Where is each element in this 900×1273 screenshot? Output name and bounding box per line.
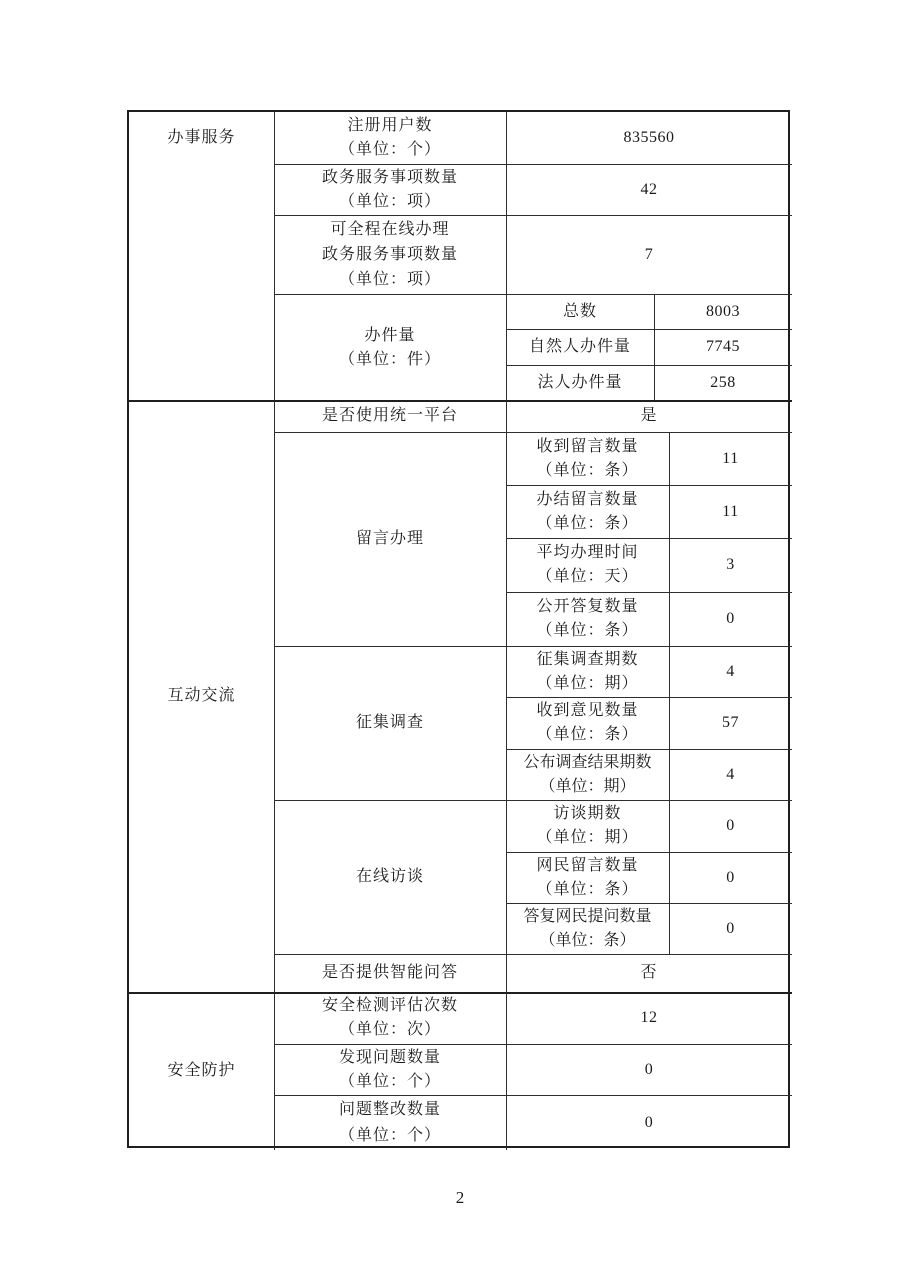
item-value: 0: [644, 1060, 654, 1078]
item-label-cell: [274, 992, 506, 1044]
sub-value-cell: [669, 485, 792, 538]
item-label: 办件量: [364, 327, 416, 344]
item-value: 42: [640, 180, 658, 198]
item-label: 在线访谈: [355, 868, 424, 885]
item-label: 征集调查: [355, 714, 424, 731]
sub-value: 0: [726, 868, 735, 886]
category-label: 互动交流: [167, 687, 236, 704]
value-cell: [506, 112, 792, 164]
sub-value-cell: [669, 852, 792, 903]
sub-unit: （单位：天）: [536, 568, 639, 585]
item-value: 835560: [623, 129, 675, 146]
item-label-cell: [274, 646, 506, 800]
item-unit: （单位：个）: [338, 141, 441, 158]
value-cell: [506, 1095, 792, 1150]
value-cell: [506, 400, 792, 432]
sub-label-cell: [506, 538, 669, 592]
sub-label: 法人办件量: [537, 373, 623, 391]
item-label: 留言办理: [355, 530, 424, 547]
sub-label-cell: [506, 749, 669, 800]
item-value: 否: [640, 964, 658, 981]
item-label: 发现问题数量: [338, 1048, 441, 1066]
item-label-cell: [274, 954, 506, 992]
sub-value: 11: [722, 449, 739, 467]
item-label-cell: [274, 112, 506, 164]
sub-value: 57: [722, 714, 739, 731]
sub-unit: （单位：期）: [536, 829, 639, 846]
sub-label-cell: [506, 646, 669, 697]
sub-value-cell: [669, 646, 792, 697]
sub-value-cell: [669, 432, 792, 485]
value-cell: [506, 954, 792, 992]
sub-unit: （单位：条）: [536, 726, 639, 743]
page-number: 2: [455, 1188, 465, 1207]
category-cell-anquan: [129, 992, 274, 1150]
sub-label-cell: [506, 800, 669, 852]
sub-label-cell: [506, 852, 669, 903]
sub-label: 征集调查期数: [536, 650, 639, 668]
value-cell: [506, 164, 792, 215]
sub-label: 自然人办件量: [528, 338, 631, 355]
value-cell: [506, 1044, 792, 1095]
item-unit: （单位：项）: [338, 271, 441, 288]
item-value: 是: [640, 407, 658, 424]
sub-label-cell: [506, 903, 669, 954]
item-label-cell: [274, 1095, 506, 1150]
item-label-cell: [274, 164, 506, 215]
item-label: 可全程在线办理: [330, 221, 450, 238]
sub-label-cell: [506, 592, 669, 646]
sub-unit: （单位：期）: [539, 777, 636, 795]
item-unit: （单位：件）: [338, 351, 441, 368]
sub-value: 8003: [706, 302, 740, 320]
item-label-cell: [274, 294, 506, 402]
sub-value: 11: [722, 502, 739, 520]
sub-label: 答复网民提问数量: [523, 907, 652, 925]
item-label: 问题整改数量: [338, 1100, 441, 1118]
sub-label: 网民留言数量: [536, 856, 639, 874]
sub-value-cell: [669, 749, 792, 800]
sub-label: 收到意见数量: [536, 702, 639, 719]
item-label: 是否提供智能问答: [321, 964, 458, 981]
sub-label: 公布调查结果期数: [523, 753, 652, 771]
item-label-cell: [274, 432, 506, 646]
sub-value-cell: [669, 592, 792, 646]
value-cell: [506, 992, 792, 1044]
sub-unit: （单位：条）: [536, 622, 639, 639]
sub-value-cell: [669, 538, 792, 592]
sub-label-cell: [506, 432, 669, 485]
sub-value-cell: [654, 294, 792, 329]
sub-value: 4: [726, 765, 735, 783]
item-label-cell: [274, 400, 506, 432]
sub-unit: （单位：条）: [536, 461, 639, 479]
sub-value: 7745: [706, 338, 740, 355]
item-unit: （单位：次）: [338, 1021, 441, 1038]
sub-value-cell: [654, 329, 792, 365]
sub-label: 平均办理时间: [536, 544, 639, 561]
item-label: 政务服务事项数量: [321, 168, 458, 186]
sub-label-cell: [506, 697, 669, 749]
sub-value-cell: [669, 697, 792, 749]
sub-label-cell: [506, 294, 654, 329]
item-label: 注册用户数: [347, 117, 433, 134]
sub-label: 访谈期数: [553, 805, 622, 822]
item-label: 安全检测评估次数: [321, 997, 458, 1014]
item-value: 12: [640, 1009, 658, 1026]
sub-value-cell: [669, 800, 792, 852]
item-label-cell: [274, 1044, 506, 1095]
sub-label-cell: [506, 365, 654, 400]
sub-value: 0: [726, 610, 735, 627]
sub-label-cell: [506, 485, 669, 538]
category-cell-banshi: [129, 112, 274, 164]
category-label: 安全防护: [167, 1062, 236, 1079]
item-unit: （单位：个）: [338, 1072, 441, 1090]
item-value: 7: [644, 245, 654, 263]
item-label: 是否使用统一平台: [321, 407, 458, 424]
report-table: [127, 110, 790, 1148]
sub-unit: （单位：条）: [539, 931, 636, 949]
sub-label: 收到留言数量: [536, 437, 639, 455]
item-unit: （单位：项）: [338, 192, 441, 210]
category-label: 办事服务: [167, 129, 236, 146]
value-cell: [506, 215, 792, 294]
sub-label-cell: [506, 329, 654, 365]
sub-value: 4: [726, 662, 735, 680]
sub-value: 3: [726, 556, 735, 573]
item-label-line2: 政务服务事项数量: [321, 246, 458, 263]
sub-value: 0: [726, 817, 735, 834]
sub-label: 办结留言数量: [536, 490, 639, 508]
item-label-cell: [274, 800, 506, 954]
sub-unit: （单位：条）: [536, 514, 639, 532]
sub-unit: （单位：期）: [536, 674, 639, 692]
sub-value: 258: [710, 373, 736, 391]
sub-label: 总数: [562, 302, 597, 320]
item-label-cell: [274, 215, 506, 294]
item-value: 0: [644, 1113, 654, 1131]
sub-label: 公开答复数量: [536, 598, 639, 615]
sub-value-cell: [654, 365, 792, 400]
item-unit: （单位：个）: [338, 1126, 441, 1144]
sub-value: 0: [726, 919, 735, 937]
sub-unit: （单位：条）: [536, 880, 639, 898]
sub-value-cell: [669, 903, 792, 954]
category-cell-hudong: [129, 400, 274, 992]
